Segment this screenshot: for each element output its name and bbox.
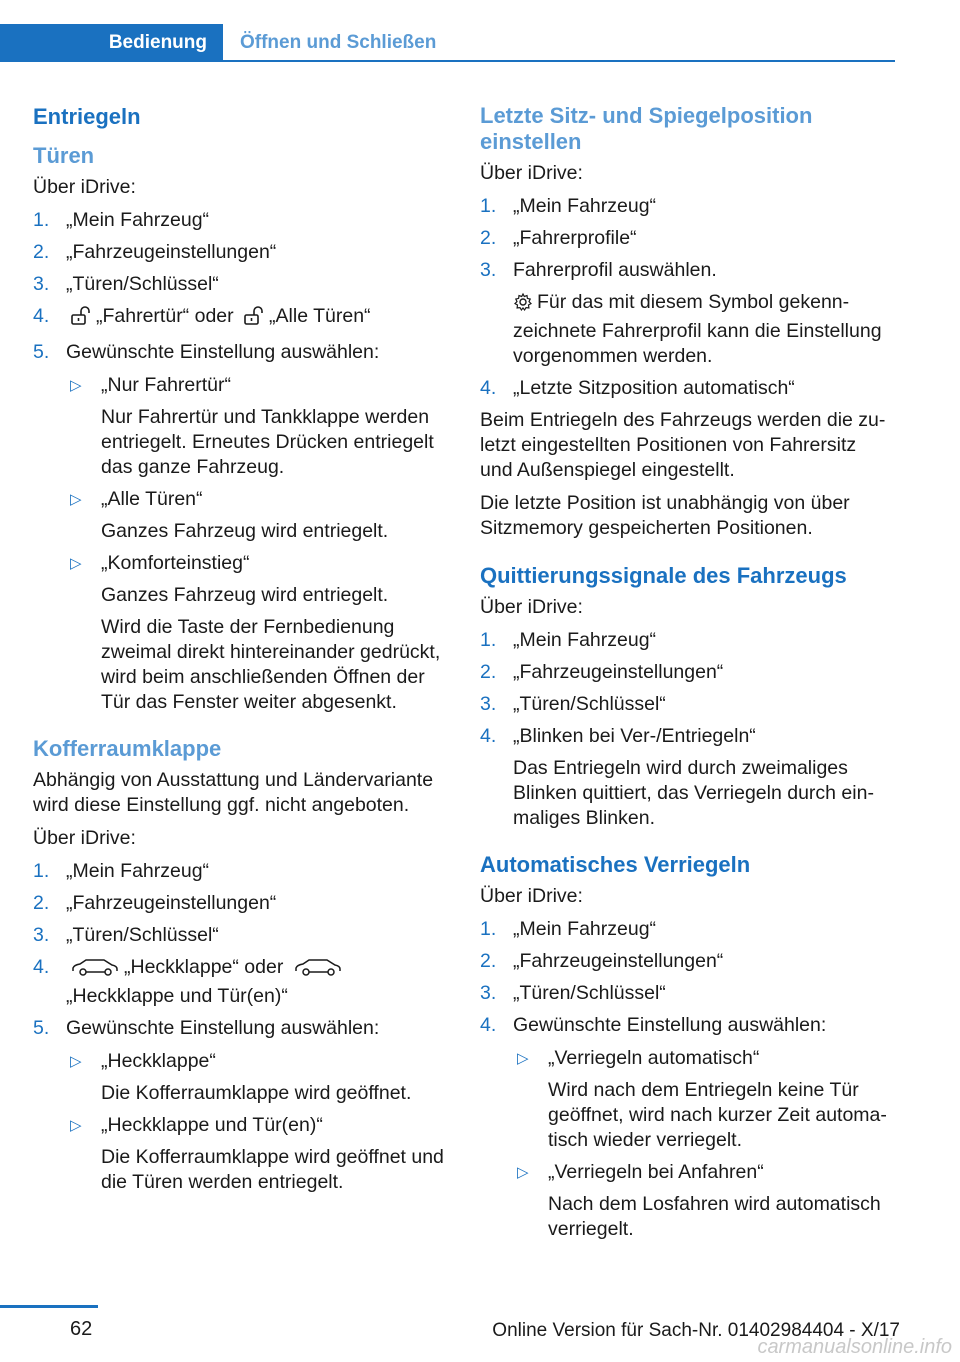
- list-item: 3. „Türen/Schlüssel“: [480, 982, 666, 1004]
- heading-quittierungssignale: Quittierungssignale des Fahrzeugs: [480, 563, 847, 588]
- page-number: 62: [70, 1318, 93, 1340]
- list-item: 3. „Türen/Schlüssel“: [480, 693, 666, 715]
- list-item: ▷ „Heckklappe und Tür(en)“ Die Kofferraumklappe wird geöffnet und die Türen werden entriegelt.: [70, 1114, 444, 1193]
- tab-oeffnen-schliessen[interactable]: Öffnen und Schließen: [240, 32, 437, 53]
- list-item: 2. „Fahrerprofile“: [480, 227, 637, 249]
- page-header: [0, 0, 960, 62]
- list-item: 3. „Türen/Schlüssel“: [33, 273, 219, 295]
- doors-options: [66, 373, 445, 715]
- header-rule: [223, 60, 895, 62]
- section-title-entriegeln: Entriegeln: [33, 104, 141, 129]
- footer-rule: [0, 1305, 98, 1308]
- seat-paragraph: Die letzte Position ist unabhängig von über Sitzmemory gespeicherten Positionen.: [480, 492, 850, 539]
- triangle-bullet-icon: ▷: [70, 491, 82, 508]
- left-column: [33, 100, 445, 1202]
- car-icon: [70, 957, 120, 984]
- list-item: 2. „Fahrzeugeinstellungen“: [480, 661, 724, 683]
- autolock-options: [513, 1046, 892, 1242]
- list-item: 1. „Mein Fahrzeug“: [480, 629, 657, 651]
- heading-automatisches-verriegeln: Automatisches Verriegeln: [480, 852, 751, 877]
- seat-paragraph: Beim Entriegeln des Fahrzeugs werden die zuletzt eingestellten Positionen von Fahrersitz und Außenspiegel eingestellt.: [480, 409, 886, 481]
- unlock-icon: [70, 306, 92, 333]
- triangle-bullet-icon: ▷: [70, 1053, 82, 1070]
- list-item: ▷ „Komforteinstieg“ Ganzes Fahrzeug wird entriegelt. Wird die Taste der Fernbedienung zweimal direkt hintereinander gedrückt, wird beim anschließenden Öffnen der Tür das Fenster weiter abgesenkt.: [70, 552, 441, 713]
- list-item: 4. „Fahrertür“ oder „Alle Türen“: [33, 304, 445, 333]
- list-item: 2. „Fahrzeugeinstellungen“: [33, 241, 277, 263]
- list-item: ▷ „Alle Türen“ Ganzes Fahrzeug wird entriegelt.: [70, 488, 389, 542]
- list-item: 4. „Letzte Sitzposition automatisch“: [480, 377, 795, 399]
- list-item: ▷ „Verriegeln automatisch“ Wird nach dem Entriegeln keine Tür geöffnet, wird nach kurzer Zeit automatisch wieder verriegelt.: [517, 1047, 887, 1151]
- unlock-icon: [243, 306, 265, 333]
- triangle-bullet-icon: ▷: [70, 377, 82, 394]
- heading-sitzposition: Letzte Sitz- und Spiegelposition einstellen: [480, 103, 813, 154]
- intro-text: Über iDrive:: [480, 162, 583, 184]
- list-item: ▷ „Nur Fahrertür“ Nur Fahrertür und Tankklappe werden entriegelt. Erneutes Drücken entriegelt das ganze Fahrzeug.: [70, 374, 434, 478]
- triangle-bullet-icon: ▷: [70, 555, 82, 572]
- trunk-note: Abhängig von Ausstattung und Ländervariante wird diese Einstellung ggf. nicht angeboten.: [33, 769, 434, 816]
- intro-text: Über iDrive:: [33, 827, 136, 849]
- list-item: 1. „Mein Fahrzeug“: [33, 860, 210, 882]
- doors-steps: [33, 208, 445, 715]
- intro-text: Über iDrive:: [480, 885, 583, 907]
- heading-tueren: Türen: [33, 143, 95, 168]
- settings-icon: [513, 292, 533, 319]
- intro-text: Über iDrive:: [480, 596, 583, 618]
- online-version: Online Version für Sach-Nr. 01402984404 - X/17: [492, 1320, 900, 1341]
- trunk-steps: [33, 859, 445, 1195]
- triangle-bullet-icon: ▷: [70, 1117, 82, 1134]
- car-icon: [293, 957, 343, 984]
- list-item: 4. „Heckklappe“ oder „Heckklappe und Tür(en)“: [33, 955, 445, 1009]
- heading-kofferraumklappe: Kofferraumklappe: [33, 736, 222, 761]
- list-item: 1. „Mein Fahrzeug“: [480, 195, 657, 217]
- list-item: ▷ „Verriegeln bei Anfahren“ Nach dem Losfahren wird automatisch verriegelt.: [517, 1161, 881, 1240]
- list-item: ▷ „Heckklappe“ Die Kofferraumklappe wird geöffnet.: [70, 1050, 412, 1104]
- trunk-options: [66, 1049, 445, 1195]
- autolock-steps: [480, 917, 892, 1242]
- triangle-bullet-icon: ▷: [517, 1164, 529, 1181]
- triangle-bullet-icon: ▷: [517, 1050, 529, 1067]
- right-column: [480, 100, 892, 1249]
- watermark: carmanualsonline.info: [757, 1336, 952, 1358]
- signals-steps: [480, 628, 892, 831]
- tab-bedienung[interactable]: Bedienung: [0, 24, 223, 62]
- list-item: 1. „Mein Fahrzeug“: [33, 209, 210, 231]
- list-item: 3. Fahrerprofil auswählen. Für das mit diesem Symbol gekennzeichnete Fahrerprofil kann die Einstellung vorgenommen werden.: [480, 259, 882, 367]
- list-item: 5. Gewünschte Einstellung auswählen: ▷ „Heckklappe“ Die Kofferraumklappe wird geöffnet. ▷ „Heckklappe und Tür(en)“ Die Kofferraumklappe wird geöffnet und die Türen werden entriegelt.: [33, 1017, 444, 1193]
- list-item: 4. Gewünschte Einstellung auswählen: ▷ „Verriegeln automatisch“ Wird nach dem Entriegeln keine Tür geöffnet, wird nach kurzer Zeit automatisch wieder verriegelt. ▷ „Verriegeln bei Anfahren“ Nach dem Losfahren wird automatisch verriegelt.: [480, 1013, 892, 1242]
- list-item: 4. „Blinken bei Ver-/Entriegeln“ Das Entriegeln wird durch zweimaliges Blinken quittiert, das Verriegeln durch einmaliges Blinken.: [480, 725, 874, 829]
- list-item: 1. „Mein Fahrzeug“: [480, 918, 657, 940]
- list-item: 5. Gewünschte Einstellung auswählen: ▷ „Nur Fahrertür“ Nur Fahrertür und Tankklappe werden entriegelt. Erneutes Drücken entriegelt das ganze Fahrzeug. ▷ „Alle Türen“ Ganzes Fahrzeug wird entriegelt. ▷ „Komforteinstieg“ Ganzes Fahrzeug wird entriegelt. Wird die Taste der Fernbedienung zweimal direkt hintereinander gedrückt, wird beim anschließenden Öffnen der Tür das Fenster weiter abgesenkt.: [33, 340, 445, 715]
- list-item: 2. „Fahrzeugeinstellungen“: [480, 950, 724, 972]
- list-item: 3. „Türen/Schlüssel“: [33, 924, 219, 946]
- list-item: 2. „Fahrzeugeinstellungen“: [33, 892, 277, 914]
- seat-steps: [480, 194, 892, 401]
- intro-text: Über iDrive:: [33, 176, 136, 198]
